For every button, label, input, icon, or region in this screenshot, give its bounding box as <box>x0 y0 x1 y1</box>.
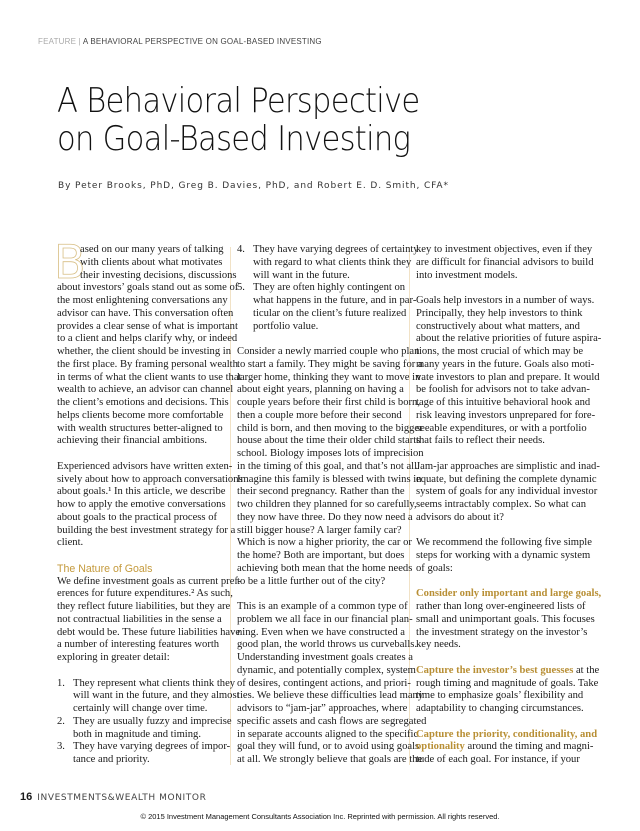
text-line: they now have three. Do they now need a <box>237 511 413 523</box>
text-line: They have varying degrees of impor- <box>73 741 231 753</box>
text-line: good plan, the world throws us curveballs. <box>237 639 418 651</box>
text-line: seeable expenditures, or with a portfolio <box>416 422 587 434</box>
magazine-name: INVESTMENTS&WEALTH MONITOR <box>37 793 207 803</box>
text-line: the home? Both are important, but does <box>237 550 405 561</box>
text-line: a number of interesting features worth <box>57 639 220 651</box>
text-line: Experienced advisors have written exten- <box>57 460 233 472</box>
list-item <box>57 716 243 742</box>
text-line <box>416 588 601 601</box>
text-line: portfolio value. <box>253 320 319 332</box>
paragraph <box>416 665 601 716</box>
paragraph <box>416 729 601 767</box>
text-line: key to investment objectives, even if they <box>416 244 593 255</box>
numbered-list <box>237 244 426 333</box>
list-item <box>57 678 243 716</box>
text-line: the investment strategy on the investor’s <box>416 626 588 638</box>
list-number: 1. <box>57 677 65 689</box>
list-number: 2. <box>57 715 65 727</box>
text-line: how to apply the emotive conversations <box>57 499 226 510</box>
drop-cap: B <box>54 235 86 289</box>
text-line: They are usually fuzzy and imprecise <box>73 715 232 727</box>
paragraph <box>237 346 426 588</box>
text-line: with regard to what clients think they <box>253 256 412 268</box>
text-line: erences for future expenditures.² As such, <box>57 588 233 600</box>
text-line: their investing decisions, discussions <box>80 269 237 281</box>
text-line: risk leaving investors unprepared for fore- <box>416 409 596 421</box>
text-line: Principally, they help investors to think <box>416 307 583 319</box>
text-line: Goals help investors in a number of ways. <box>416 295 595 306</box>
title-line: A Behavioral Perspective <box>57 81 420 121</box>
text-line: couple years before their first child is born, <box>237 397 420 408</box>
text-line: provides a clear sense of what is important <box>57 320 238 332</box>
text-line: about the relative priorities of future aspira- <box>416 333 602 345</box>
text-line: still bigger house? A larger family car? <box>237 524 402 536</box>
text-line: about goals to the practical process of <box>57 511 218 523</box>
text-line: Understanding investment goals creates a <box>237 652 413 663</box>
text-line: steps for working with a dynamic system <box>416 550 591 561</box>
text-line: rough timing and magnitude of goals. Take <box>416 677 599 689</box>
text-line: the most enlightening conversations any <box>57 295 228 306</box>
text-line: They are often highly contingent on <box>253 282 406 294</box>
highlighted-phrase: Capture the investor’s best guesses <box>416 664 574 676</box>
text-line: Imagine this family is blessed with twins in <box>237 473 422 485</box>
paragraph <box>57 461 243 550</box>
paragraph <box>416 588 601 652</box>
text-line: at all. We strongly believe that goals are the <box>237 754 423 765</box>
text-line: two children they planned for so carefully, <box>237 499 417 510</box>
text-line: to be a little further out of the city? <box>237 575 386 587</box>
section-heading: The Nature of Goals <box>57 562 153 575</box>
text-line: that fails to reflect their needs. <box>416 435 545 447</box>
text-line: adaptability to changing circumstances. <box>416 703 584 714</box>
footer <box>20 787 206 805</box>
highlighted-phrase: optionality <box>416 741 465 753</box>
text-line: We define investment goals as current pref- <box>57 575 242 587</box>
text-line: They represent what clients think they <box>73 677 236 689</box>
text-line: Which is now a higher priority, the car or <box>237 537 412 549</box>
text-line: into investment models. <box>416 269 518 281</box>
text-line: rather than long over-engineered lists of <box>416 601 586 612</box>
text-line: many years in the future. Goals also moti- <box>416 358 595 370</box>
column-3 <box>416 244 601 767</box>
text-line: We recommend the following five simple <box>416 537 592 549</box>
text-line: of goals: <box>416 562 453 574</box>
text-line: larger home, thinking they want to move in <box>237 371 421 383</box>
text-line: tude of each goal. For instance, if your <box>416 754 580 765</box>
text-line <box>416 741 601 754</box>
list-number: 5. <box>237 282 245 294</box>
paragraph <box>416 537 601 575</box>
text-line: tance and priority. <box>73 754 150 765</box>
running-head-section: FEATURE | <box>38 37 81 46</box>
text-line: the first place. By framing personal wealth <box>57 358 238 370</box>
text-line: small and unimportant goals. This focuses <box>416 613 595 625</box>
text-line: are difficult for financial advisors to build <box>416 256 594 268</box>
text-line: house about the time their older child starts <box>237 435 421 447</box>
text-line: in terms of what the client wants to use that <box>57 371 242 383</box>
text-line: This is an example of a common type of <box>237 601 408 612</box>
highlighted-phrase: Consider only important and large goals, <box>416 588 602 600</box>
highlighted-phrase: Capture the priority, conditionality, and <box>416 728 598 740</box>
list-item-text <box>253 244 419 282</box>
text-line: about goals.¹ In this article, we describe <box>57 486 226 498</box>
text-line: vate investors to plan and prepare. It would <box>416 371 600 383</box>
text-line: with clients about what motivates <box>80 256 223 268</box>
text-line: seems intractably complex. So what can <box>416 499 587 510</box>
text-line: Consider a newly married couple who plan <box>237 346 420 357</box>
text-line: then a couple more before their second <box>237 409 402 421</box>
text-line: will want in the future. <box>253 269 350 281</box>
text-line: about eight years, planning on having a <box>237 384 404 396</box>
list-number: 4. <box>237 244 245 255</box>
text-line: their second pregnancy. Rather than the <box>237 486 405 498</box>
text-line: wealth to achieve, an advisor can channel <box>57 384 234 396</box>
text-line: ning. Even when we have constructed a <box>237 626 405 638</box>
line-text: around the timing and magni- <box>464 741 594 753</box>
column-1 <box>57 244 243 767</box>
text-line: what happens in the future, and in par- <box>253 295 417 306</box>
text-line: certainly will change over time. <box>73 703 208 714</box>
list-item <box>237 244 426 282</box>
text-line: ased on our many years of talking <box>80 244 224 255</box>
copyright-notice: © 2015 Investment Management Consultants Association Inc. Reprinted with permission. All rights reserved. <box>140 812 500 821</box>
text-line: tage of this intuitive behavioral hook and <box>416 397 591 408</box>
text-line: the client’s emotions and decisions. This <box>57 397 229 408</box>
text-line: specific assets and cash flows are segregated <box>237 715 427 727</box>
text-line: advisors to “jam-jar” approaches, where <box>237 703 408 714</box>
text-line: debt would be. These future liabilities have <box>57 626 241 638</box>
text-line: tions, the most crucial of which may be <box>416 346 584 357</box>
text-line: client. <box>57 537 84 549</box>
text-line: They have varying degrees of certainty <box>253 244 419 255</box>
text-line: goal they will fund, or to avoid using goals <box>237 741 420 753</box>
list-item <box>57 741 243 767</box>
text-line: to a client and helps clarify why, or indeed <box>57 333 238 345</box>
text-line: helps clients become more comfortable <box>57 409 224 421</box>
paragraph <box>416 295 601 448</box>
column-2 <box>237 244 426 767</box>
paragraph <box>57 244 243 448</box>
text-line: advisors do about it? <box>416 511 504 523</box>
text-line <box>416 729 601 742</box>
text-line: not contractual liabilities in the sense a <box>57 613 222 625</box>
text-line: about investors’ goals stand out as some of <box>57 282 239 294</box>
text-line: will want in the future, and they almost <box>73 690 240 702</box>
list-item-text <box>253 282 416 333</box>
text-line: to start a family. They might be saving for a <box>237 358 423 370</box>
title-line: on Goal-Based Investing <box>57 119 411 159</box>
text-line <box>416 665 601 678</box>
text-line: Jam-jar approaches are simplistic and inad- <box>416 460 600 472</box>
text-line: of desires, contingent actions, and priori- <box>237 677 411 689</box>
list-number: 3. <box>57 741 65 753</box>
running-head-title: A BEHAVIORAL PERSPECTIVE ON GOAL-BASED INVESTING <box>82 37 322 46</box>
numbered-list <box>57 678 243 767</box>
text-line: school. Biology imposes lots of imprecision <box>237 448 424 459</box>
running-head <box>38 37 322 46</box>
article-title <box>57 82 460 158</box>
text-line: constructively about what matters, and <box>416 320 580 332</box>
line-text: at the <box>573 664 600 676</box>
text-line: equate, but defining the complete dynamic <box>416 473 597 485</box>
byline: By Peter Brooks, PhD, Greg B. Davies, PhD, and Robert E. D. Smith, CFA* <box>58 181 449 191</box>
text-line: problem we all face in our financial plan- <box>237 613 413 625</box>
text-line: in separate accounts aligned to the specific <box>237 728 419 740</box>
list-item <box>237 282 426 333</box>
text-line: advisor can have. This conversation often <box>57 307 234 319</box>
text-line: dynamic, and potentially complex, system <box>237 664 416 676</box>
text-line: both in magnitude and timing. <box>73 728 201 740</box>
text-line: sively about how to approach conversations <box>57 473 243 485</box>
text-line: in the timing of this goal, and that’s not all. <box>237 460 420 472</box>
text-line: achieving their financial ambitions. <box>57 435 208 447</box>
list-item-text <box>73 716 232 742</box>
list-item-text <box>73 678 240 716</box>
text-line: child is born, and then moving to the bigger <box>237 422 423 434</box>
text-line: with wealth structures better-aligned to <box>57 422 223 434</box>
text-line: building the best investment strategy for a <box>57 524 236 536</box>
page-number: 16 <box>20 791 33 803</box>
text-line: exploring in greater detail: <box>57 652 170 663</box>
text-line: be foolish for advisors not to take advan- <box>416 384 590 396</box>
text-line: key needs. <box>416 639 461 651</box>
paragraph <box>416 244 601 282</box>
text-line: they reflect future liabilities, but they are <box>57 601 231 612</box>
text-line: whether, the client should be investing in <box>57 346 232 357</box>
text-line: ticular on the client’s future realized <box>253 307 407 319</box>
paragraph <box>237 601 426 767</box>
paragraph <box>57 576 243 665</box>
text-line: time to emphasize goals’ flexibility and <box>416 690 584 702</box>
list-item-text <box>73 741 230 767</box>
text-line: system of goals for any individual investor <box>416 486 598 498</box>
paragraph <box>416 461 601 525</box>
text-line: ties. We believe these difficulties lead many <box>237 690 424 702</box>
text-line: achieving both mean that the home needs <box>237 562 413 574</box>
